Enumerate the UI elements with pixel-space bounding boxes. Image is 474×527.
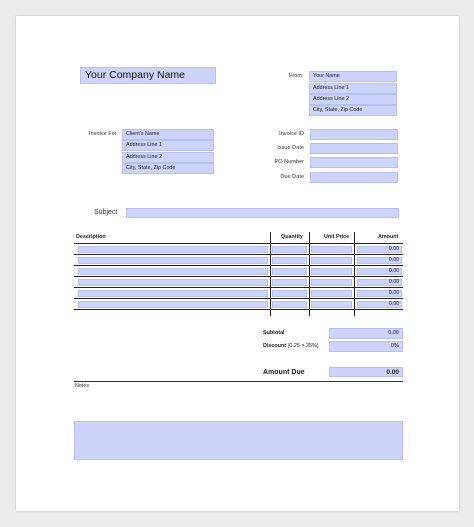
from-address1-field[interactable]: Address Line 1 bbox=[309, 83, 397, 94]
unit-price-cell[interactable] bbox=[311, 279, 352, 286]
unit-price-cell[interactable] bbox=[311, 246, 352, 253]
quantity-cell[interactable] bbox=[272, 279, 307, 286]
quantity-cell[interactable] bbox=[272, 290, 307, 297]
description-cell[interactable] bbox=[78, 268, 268, 275]
subtotal-label: Subtotal bbox=[263, 330, 285, 336]
quantity-cell[interactable] bbox=[272, 301, 307, 308]
invoice-page bbox=[16, 16, 459, 511]
from-address2-field[interactable]: Address Line 2 bbox=[309, 94, 397, 105]
unit-price-header: Unit Price bbox=[324, 234, 350, 240]
description-cell[interactable] bbox=[78, 301, 268, 308]
amount-header: Amount bbox=[378, 234, 399, 240]
subtotal-field[interactable]: 0.00 bbox=[329, 328, 403, 339]
notes-field[interactable] bbox=[74, 421, 403, 460]
from-label: From bbox=[289, 73, 303, 79]
discount-field[interactable]: 0% bbox=[329, 341, 403, 352]
discount-note: (0.25 = 25%) bbox=[287, 343, 319, 349]
quantity-cell[interactable] bbox=[272, 257, 307, 264]
column-divider bbox=[354, 232, 355, 316]
quantity-header: Quantity bbox=[281, 234, 303, 240]
description-cell[interactable] bbox=[78, 279, 268, 286]
amount-cell[interactable]: 0.00 bbox=[357, 301, 402, 308]
subject-label: Subject bbox=[94, 209, 118, 216]
quantity-cell[interactable] bbox=[272, 268, 307, 275]
amount-due-field[interactable]: 0.00 bbox=[329, 367, 403, 377]
description-header: Description bbox=[76, 234, 106, 240]
description-cell[interactable] bbox=[78, 246, 268, 253]
due-date-label: Due Date bbox=[280, 174, 304, 180]
issue-date-label: Issue Date bbox=[277, 145, 304, 151]
amount-cell[interactable]: 0.00 bbox=[357, 246, 402, 253]
line-items-table bbox=[74, 232, 403, 310]
amount-cell[interactable]: 0.00 bbox=[357, 268, 402, 275]
unit-price-cell[interactable] bbox=[311, 301, 352, 308]
po-number-field[interactable] bbox=[310, 157, 398, 168]
quantity-cell[interactable] bbox=[272, 246, 307, 253]
amount-cell[interactable]: 0.00 bbox=[357, 279, 402, 286]
client-address1-field[interactable]: Address Line 1 bbox=[122, 140, 214, 151]
description-cell[interactable] bbox=[78, 290, 268, 297]
issue-date-field[interactable] bbox=[310, 143, 398, 154]
invoice-id-field[interactable] bbox=[310, 129, 398, 140]
notes-section bbox=[74, 381, 403, 433]
invoice-id-label: Invoice ID bbox=[279, 131, 304, 137]
amount-due-label: Amount Due bbox=[263, 369, 305, 376]
client-address2-field[interactable]: Address Line 2 bbox=[122, 152, 214, 163]
unit-price-cell[interactable] bbox=[311, 290, 352, 297]
discount-label-text: Discount bbox=[263, 343, 287, 349]
invoice-for-label: Invoice For bbox=[89, 131, 117, 137]
from-city-field[interactable]: City, State, Zip Code bbox=[309, 105, 397, 116]
subject-field[interactable] bbox=[126, 208, 399, 218]
notes-label: Notes bbox=[75, 383, 90, 389]
unit-price-cell[interactable] bbox=[311, 268, 352, 275]
column-divider bbox=[309, 232, 310, 316]
discount-label bbox=[263, 342, 319, 351]
due-date-field[interactable] bbox=[310, 172, 398, 183]
from-name-field[interactable]: Your Name bbox=[309, 71, 397, 82]
description-cell[interactable] bbox=[78, 257, 268, 264]
amount-cell[interactable]: 0.00 bbox=[357, 290, 402, 297]
po-number-label: PO Number bbox=[274, 159, 304, 165]
client-name-field[interactable]: Client's Name bbox=[122, 129, 214, 140]
client-city-field[interactable]: City, State, Zip Code bbox=[122, 163, 214, 174]
company-name-field[interactable]: Your Company Name bbox=[80, 67, 216, 84]
amount-cell[interactable]: 0.00 bbox=[357, 257, 402, 264]
unit-price-cell[interactable] bbox=[311, 257, 352, 264]
column-divider bbox=[270, 232, 271, 316]
